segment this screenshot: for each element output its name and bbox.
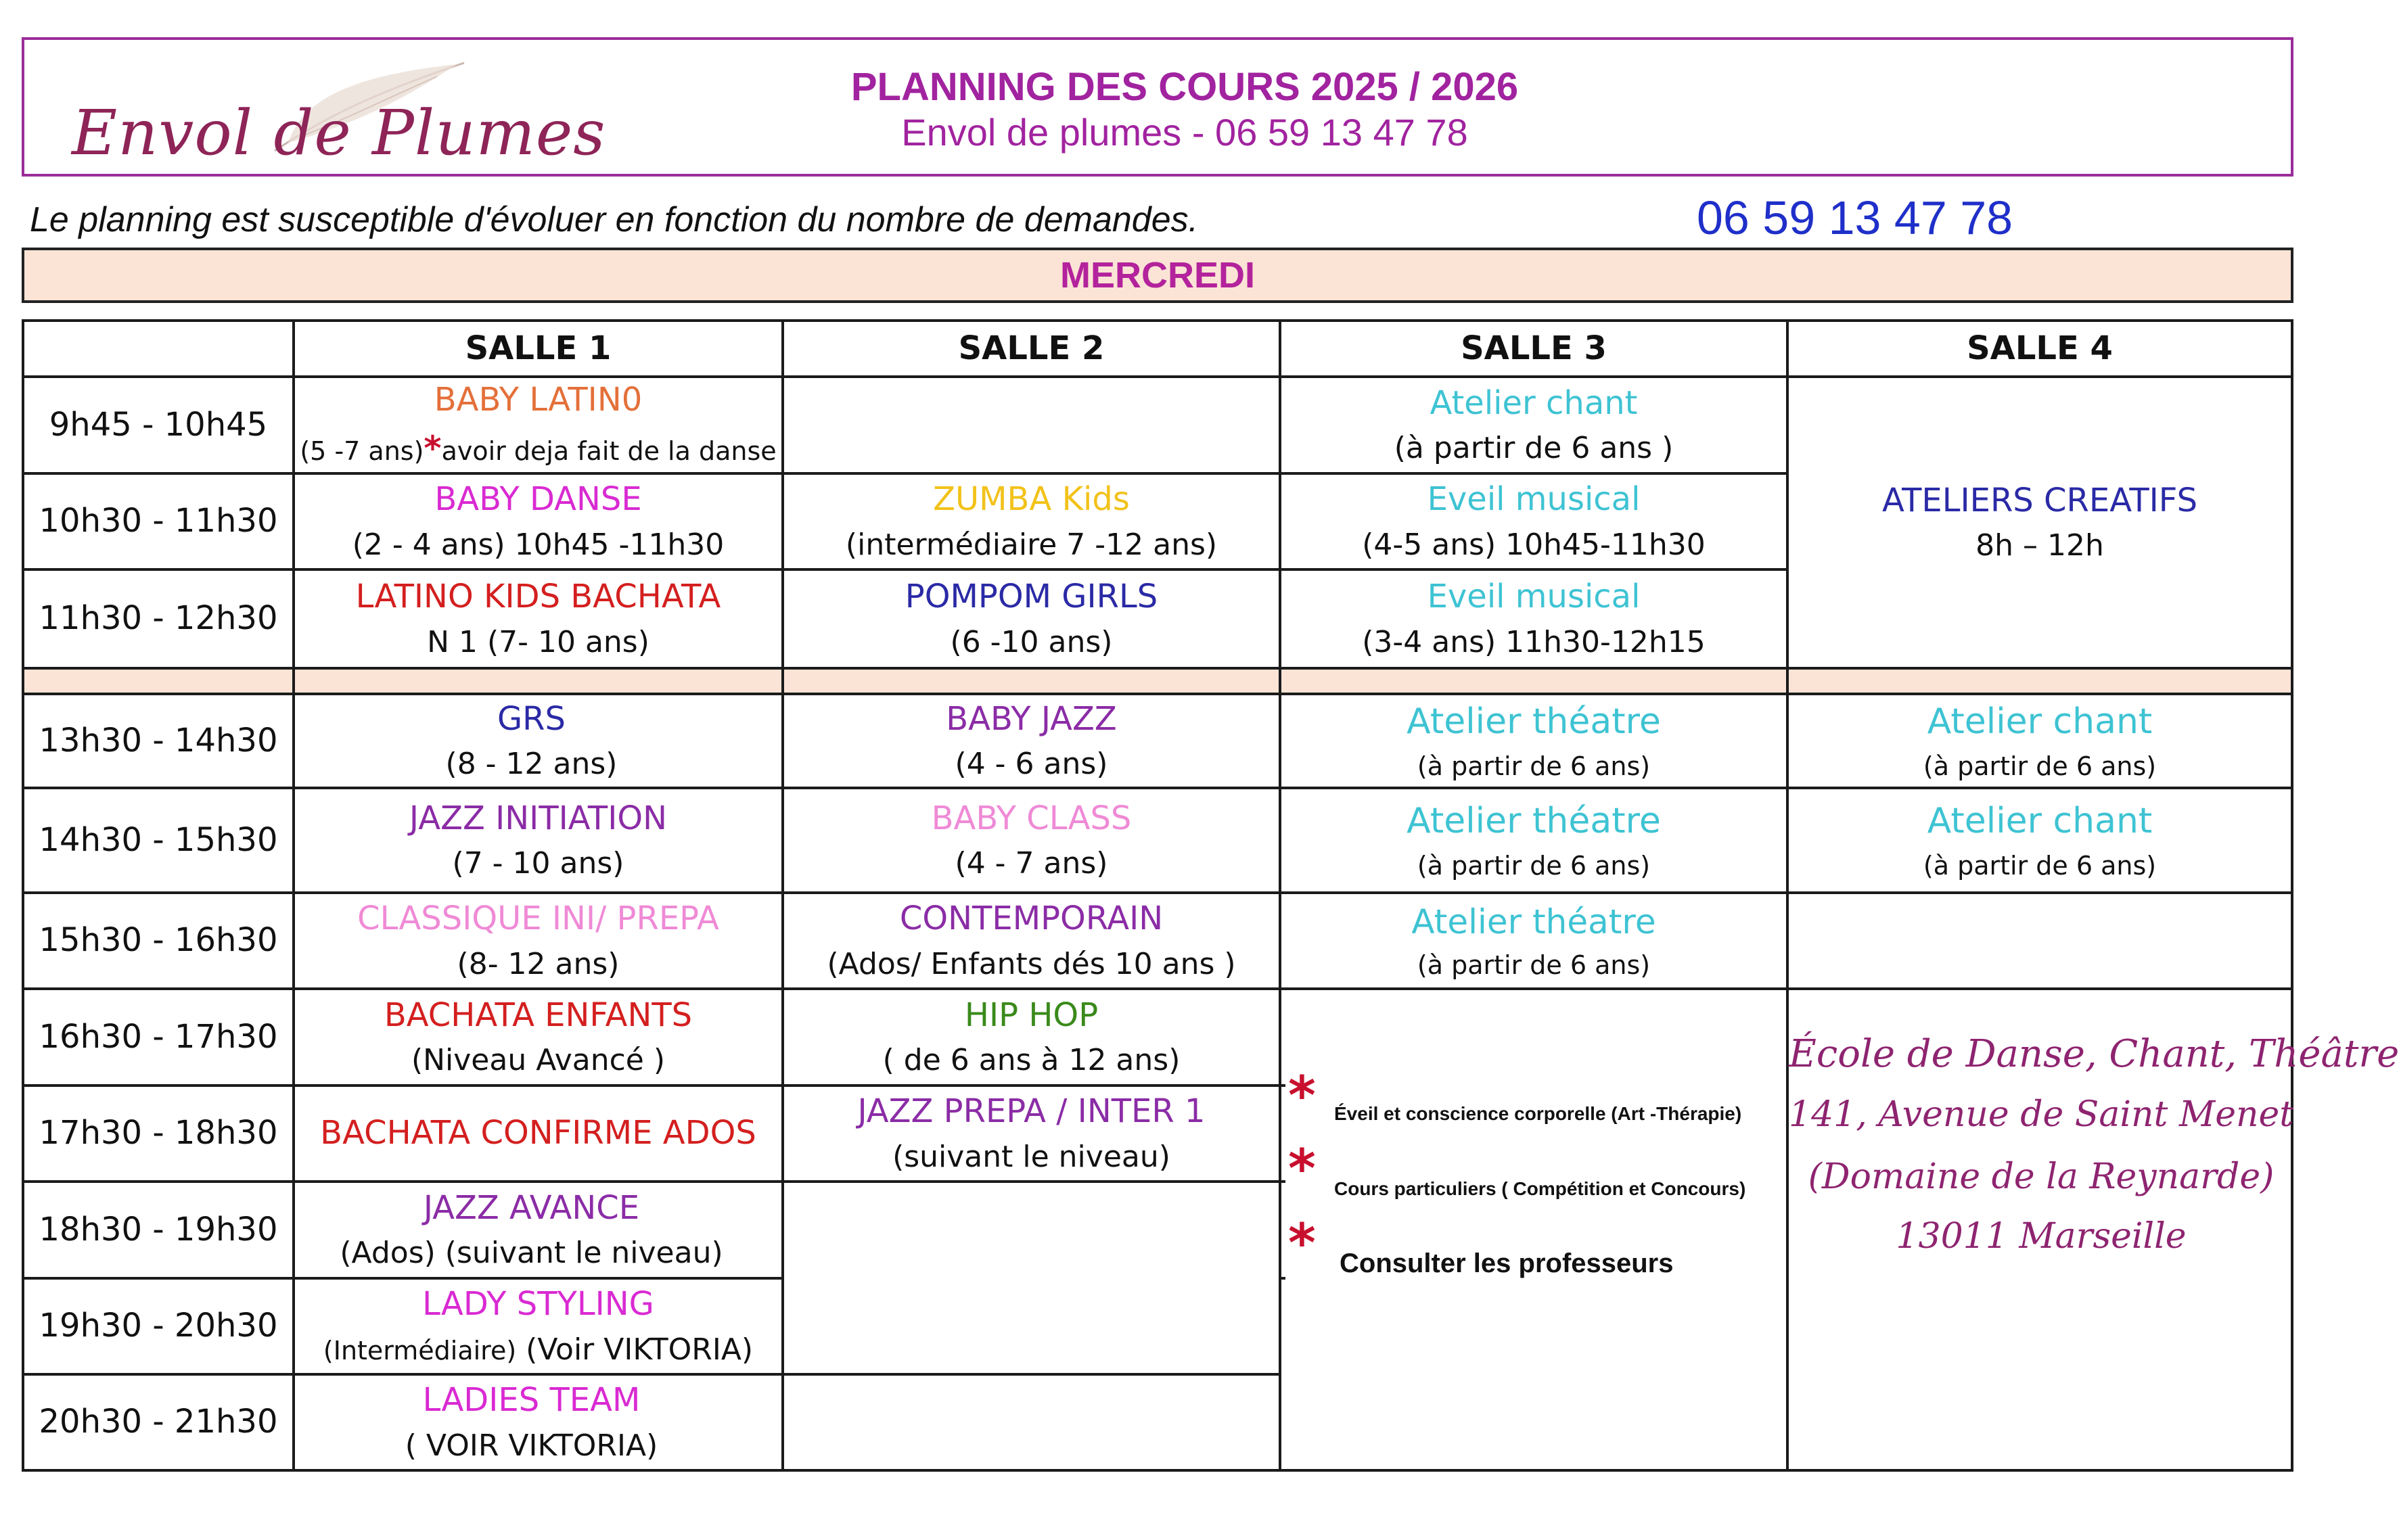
- course-latino-kids-bachata: [295, 571, 781, 667]
- legend-item: Consulter les professeurs: [1340, 1249, 1674, 1278]
- asterisk-icon: *: [1288, 1066, 1316, 1127]
- lunch-break-band: [22, 668, 2293, 694]
- time-slot: 16h30 - 17h30: [39, 1017, 278, 1056]
- asterisk-icon: *: [424, 429, 442, 469]
- legend-item: Cours particuliers ( Compétition et Concours): [1334, 1178, 1746, 1199]
- course-detail: (intermédiaire 7 -12 ans): [845, 527, 1218, 562]
- course-detail: (8- 12 ans): [457, 946, 620, 981]
- course-detail: (à partir de 6 ans): [1923, 751, 2157, 781]
- course-detail: (4-5 ans) 10h45-11h30: [1362, 527, 1706, 562]
- course-atelier-theatre: [1281, 695, 1786, 787]
- course-atelier-chant: [1281, 378, 1786, 472]
- course-title: Atelier chant: [1927, 701, 2153, 743]
- grid-line: [1279, 1084, 1285, 1087]
- course-title: POMPOM GIRLS: [905, 578, 1158, 616]
- grid-line: [22, 1469, 2293, 1472]
- course-title: JAZZ INITIATION: [409, 799, 668, 837]
- course-contemporain: [784, 894, 1279, 987]
- course-detail: ( de 6 ans à 12 ans): [882, 1043, 1181, 1078]
- header-salle-2: SALLE 2: [958, 329, 1105, 367]
- logo-text: Envol de Plumes: [72, 97, 606, 169]
- course-title: LADIES TEAM: [422, 1381, 641, 1420]
- course-detail: ( VOIR VIKTORIA): [405, 1428, 658, 1463]
- course-title: HIP HOP: [964, 996, 1099, 1034]
- course-detail: (4 - 6 ans): [955, 747, 1108, 782]
- course-jazz-prepa-inter: [784, 1087, 1279, 1180]
- course-title: BABY DANSE: [434, 480, 642, 519]
- level: (Intermédiaire): [323, 1335, 517, 1366]
- header-salle-3: SALLE 3: [1461, 329, 1607, 367]
- course-title: CONTEMPORAIN: [899, 900, 1164, 938]
- time-slot: 9h45 - 10h45: [49, 405, 268, 444]
- course-title: Atelier chant: [1927, 801, 2153, 842]
- page-title: PLANNING DES COURS 2025 / 2026: [850, 65, 1519, 109]
- course-atelier-theatre: [1281, 789, 1786, 891]
- course-title: Atelier théatre: [1407, 701, 1661, 743]
- notice-text: Le planning est susceptible d'évoluer en fonction du nombre de demandes.: [30, 200, 1199, 239]
- time-slot: 17h30 - 18h30: [39, 1114, 278, 1152]
- time-slot: 13h30 - 14h30: [39, 721, 278, 760]
- course-title: Atelier théatre: [1411, 902, 1656, 942]
- course-atelier-chant: [1789, 695, 2291, 787]
- course-detail: (Ados/ Enfants dés 10 ans ): [827, 946, 1236, 981]
- asterisk-icon: *: [1288, 1139, 1316, 1200]
- course-title: BABY JAZZ: [946, 699, 1117, 738]
- phone-number: 06 59 13 47 78: [1697, 191, 2013, 244]
- course-title: LADY STYLING: [422, 1285, 654, 1324]
- course-atelier-theatre: [1281, 894, 1786, 987]
- grid-line: [22, 667, 2293, 670]
- course-hip-hop: [784, 990, 1279, 1084]
- course-detail: [300, 424, 776, 473]
- course-bachata-enfants: [295, 990, 781, 1084]
- course-detail: (à partir de 6 ans ): [1394, 431, 1674, 466]
- legend-item: Éveil et conscience corporelle (Art -Thérapie): [1334, 1103, 1742, 1124]
- course-detail: (à partir de 6 ans): [1923, 850, 2157, 881]
- course-title: ZUMBA Kids: [933, 480, 1130, 519]
- course-detail: (à partir de 6 ans): [1417, 950, 1651, 980]
- note: (Voir VIKTORIA): [526, 1332, 754, 1367]
- course-zumba-kids: [784, 475, 1279, 568]
- course-title: GRS: [497, 699, 566, 738]
- course-eveil-musical: [1281, 571, 1786, 667]
- course-classique-ini-prepa: [295, 894, 781, 987]
- course-detail: [323, 1328, 753, 1372]
- course-title: BABY LATIN0: [434, 381, 643, 419]
- grid-line: [1279, 1180, 1285, 1183]
- course-title: BACHATA ENFANTS: [384, 996, 693, 1034]
- course-pompom-girls: [784, 571, 1279, 667]
- course-title: Eveil musical: [1427, 480, 1641, 519]
- course-detail: (Ados) (suivant le niveau): [340, 1236, 723, 1271]
- time-slot: 18h30 - 19h30: [39, 1210, 278, 1249]
- course-detail: (3-4 ans) 11h30-12h15: [1362, 624, 1706, 659]
- course-detail: (7 - 10 ans): [452, 846, 624, 881]
- note: avoir deja fait de la danse: [441, 436, 777, 467]
- course-lady-styling: [295, 1280, 781, 1373]
- course-detail: 8h – 12h: [1975, 528, 2104, 563]
- course-title: JAZZ PREPA / INTER 1: [857, 1092, 1206, 1131]
- course-baby-latino: [295, 378, 781, 472]
- time-slot: 19h30 - 20h30: [39, 1307, 278, 1345]
- course-title: BACHATA CONFIRME ADOS: [320, 1114, 756, 1152]
- course-atelier-chant: [1789, 789, 2291, 891]
- time-slot: 20h30 - 21h30: [39, 1403, 278, 1441]
- course-grs: [295, 695, 768, 787]
- time-slot: 14h30 - 15h30: [39, 820, 278, 859]
- time-slot: 15h30 - 16h30: [39, 921, 278, 960]
- time-slot: 11h30 - 12h30: [39, 599, 278, 638]
- asterisk-icon: *: [1288, 1213, 1316, 1274]
- course-title: JAZZ AVANCE: [423, 1188, 640, 1227]
- course-detail: (suivant le niveau): [892, 1139, 1170, 1174]
- school-name: École de Danse, Chant, Théâtre: [1789, 1032, 2399, 1076]
- address-domain: (Domaine de la Reynarde): [1808, 1157, 2275, 1197]
- course-detail: (à partir de 6 ans): [1417, 850, 1651, 881]
- grid-line: [2291, 319, 2293, 1472]
- course-ladies-team: [295, 1376, 768, 1469]
- page-subtitle: Envol de plumes - 06 59 13 47 78: [901, 111, 1468, 154]
- course-title: Eveil musical: [1427, 578, 1641, 616]
- course-baby-danse: [295, 475, 781, 568]
- course-detail: (à partir de 6 ans): [1417, 751, 1651, 781]
- address-city: 13011 Marseille: [1896, 1216, 2187, 1257]
- time-slot: 10h30 - 11h30: [39, 502, 278, 540]
- course-detail: (2 - 4 ans) 10h45 -11h30: [352, 527, 725, 562]
- course-ateliers-creatifs: [1789, 378, 2291, 667]
- course-title: LATINO KIDS BACHATA: [355, 578, 721, 616]
- header-salle-1: SALLE 1: [465, 329, 612, 367]
- course-detail: (Niveau Avancé ): [411, 1043, 666, 1078]
- course-baby-jazz: [784, 695, 1279, 787]
- course-eveil-musical: [1281, 475, 1786, 568]
- course-bachata-confirme-ados: [295, 1087, 781, 1180]
- course-title: Atelier chant: [1430, 383, 1638, 422]
- course-title: ATELIERS CREATIFS: [1881, 481, 2198, 519]
- course-baby-class: [784, 789, 1279, 891]
- course-title: BABY CLASS: [931, 799, 1132, 837]
- course-jazz-initiation: [295, 789, 781, 891]
- course-title: CLASSIQUE INI/ PREPA: [357, 900, 719, 938]
- course-detail: (6 -10 ans): [950, 624, 1113, 659]
- course-title: Atelier théatre: [1407, 801, 1661, 842]
- day-banner: MERCREDI: [22, 248, 2293, 303]
- age-range: (5 -7 ans): [300, 436, 424, 467]
- grid-line: [1279, 1277, 1285, 1280]
- course-detail: N 1 (7- 10 ans): [427, 624, 649, 659]
- course-detail: (4 - 7 ans): [955, 846, 1108, 881]
- header-box: [22, 37, 2293, 177]
- course-jazz-avance: [295, 1183, 768, 1277]
- address-street: 141, Avenue de Saint Menet: [1789, 1094, 2294, 1135]
- course-detail: (8 - 12 ans): [445, 747, 618, 782]
- header-salle-4: SALLE 4: [1967, 329, 2113, 367]
